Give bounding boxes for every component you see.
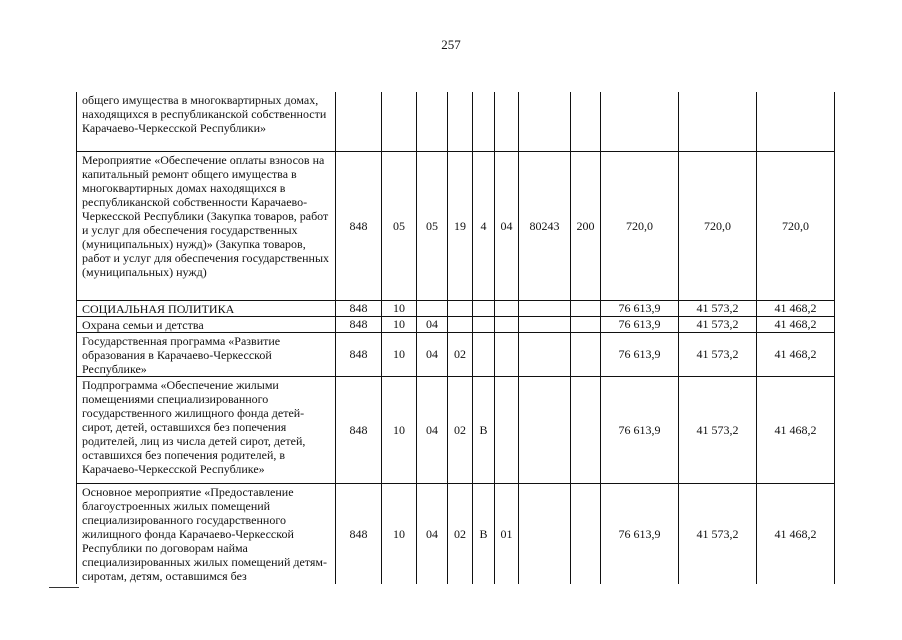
cell-direction bbox=[519, 316, 571, 332]
table-row bbox=[77, 483, 835, 584]
cell-amount-year-2: 41 573,2 bbox=[679, 376, 757, 483]
cell-expense-type bbox=[571, 300, 601, 316]
cell-amount-year-2: 41 573,2 bbox=[679, 483, 757, 584]
cell-amount-year-1: 720,0 bbox=[601, 151, 679, 300]
cell-amount-year-1: 76 613,9 bbox=[601, 316, 679, 332]
cell-program: 19 bbox=[448, 151, 473, 300]
cell-amount-year-2: 720,0 bbox=[679, 151, 757, 300]
cell-amount-year-1: 76 613,9 bbox=[601, 376, 679, 483]
cell-program bbox=[448, 92, 473, 151]
cell-activity bbox=[495, 316, 519, 332]
cell-amount-year-3: 720,0 bbox=[757, 151, 835, 300]
cell-subprogram bbox=[473, 300, 495, 316]
cell-direction bbox=[519, 376, 571, 483]
cell-subprogram: В bbox=[473, 376, 495, 483]
row-description: Государственная программа «Развитие образования в Карачаево-Черкесской Республике» bbox=[77, 332, 336, 376]
table-row bbox=[77, 316, 835, 332]
cell-program: 02 bbox=[448, 483, 473, 584]
cell-ministry-code: 848 bbox=[336, 332, 382, 376]
cell-ministry-code bbox=[336, 92, 382, 151]
cell-amount-year-1 bbox=[601, 92, 679, 151]
cell-section: 10 bbox=[382, 300, 417, 316]
budget-table bbox=[76, 92, 835, 584]
cell-section: 10 bbox=[382, 483, 417, 584]
cell-activity: 04 bbox=[495, 151, 519, 300]
cell-direction bbox=[519, 332, 571, 376]
cell-ministry-code: 848 bbox=[336, 376, 382, 483]
cell-amount-year-2: 41 573,2 bbox=[679, 300, 757, 316]
cell-subsection bbox=[417, 92, 448, 151]
cell-section bbox=[382, 92, 417, 151]
cell-ministry-code: 848 bbox=[336, 300, 382, 316]
row-description: Охрана семьи и детства bbox=[77, 316, 336, 332]
cell-section: 05 bbox=[382, 151, 417, 300]
cell-activity: 01 bbox=[495, 483, 519, 584]
cell-expense-type bbox=[571, 376, 601, 483]
cell-activity bbox=[495, 332, 519, 376]
cell-activity bbox=[495, 92, 519, 151]
table-row bbox=[77, 332, 835, 376]
cell-direction bbox=[519, 92, 571, 151]
cell-program bbox=[448, 316, 473, 332]
cell-subsection bbox=[417, 300, 448, 316]
cell-amount-year-3: 41 468,2 bbox=[757, 483, 835, 584]
cell-subprogram: В bbox=[473, 483, 495, 584]
cell-amount-year-3: 41 468,2 bbox=[757, 376, 835, 483]
cell-amount-year-3: 41 468,2 bbox=[757, 332, 835, 376]
cell-program: 02 bbox=[448, 376, 473, 483]
cell-expense-type bbox=[571, 483, 601, 584]
cell-subprogram bbox=[473, 332, 495, 376]
row-description: Подпрограмма «Обеспечение жилыми помещениями специализированного государственного жилищного фонда детей-сирот, детей, оставшихся без попечения родителей, лиц из числа детей сирот, детей, оставшихся без попечения родителей, в Карачаево-Черкесской Республике» bbox=[77, 376, 336, 483]
cell-expense-type bbox=[571, 316, 601, 332]
cell-amount-year-3: 41 468,2 bbox=[757, 300, 835, 316]
cell-subsection: 04 bbox=[417, 483, 448, 584]
cell-direction bbox=[519, 300, 571, 316]
cell-amount-year-2 bbox=[679, 92, 757, 151]
cell-direction: 80243 bbox=[519, 151, 571, 300]
cell-section: 10 bbox=[382, 376, 417, 483]
cell-ministry-code: 848 bbox=[336, 151, 382, 300]
row-description: Основное мероприятие «Предоставление благоустроенных жилых помещений специализированного государственного жилищного фонда Карачаево-Черкесской Республики по договорам найма специализированных жилых помещений детям-сиротам, детям, оставшимся без bbox=[77, 483, 336, 584]
cell-expense-type bbox=[571, 92, 601, 151]
cell-direction bbox=[519, 483, 571, 584]
cell-activity bbox=[495, 376, 519, 483]
table-row bbox=[77, 300, 835, 316]
cell-amount-year-3: 41 468,2 bbox=[757, 316, 835, 332]
cell-amount-year-2: 41 573,2 bbox=[679, 316, 757, 332]
cell-amount-year-1: 76 613,9 bbox=[601, 332, 679, 376]
cell-amount-year-2: 41 573,2 bbox=[679, 332, 757, 376]
cell-subsection: 04 bbox=[417, 316, 448, 332]
cell-subprogram bbox=[473, 92, 495, 151]
cell-program bbox=[448, 300, 473, 316]
cell-ministry-code: 848 bbox=[336, 316, 382, 332]
row-description: общего имущества в многоквартирных домах, находящихся в республиканской собственности Карачаево-Черкесской Республики» bbox=[77, 92, 336, 151]
cell-amount-year-1: 76 613,9 bbox=[601, 483, 679, 584]
table-row bbox=[77, 151, 835, 300]
table-row bbox=[77, 376, 835, 483]
margin-mark bbox=[49, 575, 79, 588]
cell-subsection: 04 bbox=[417, 332, 448, 376]
cell-expense-type bbox=[571, 332, 601, 376]
cell-amount-year-3 bbox=[757, 92, 835, 151]
cell-section: 10 bbox=[382, 332, 417, 376]
cell-activity bbox=[495, 300, 519, 316]
row-description: Мероприятие «Обеспечение оплаты взносов на капитальный ремонт общего имущества в многоквартирных домах находящихся в республиканской собственности Карачаево-Черкесской Республики (Закупка товаров, работ и услуг для обеспечения государственных (муниципальных) нужд)» (Закупка товаров, работ и услуг для обеспечения государственных (муниципальных) нужд) bbox=[77, 151, 336, 300]
cell-subprogram: 4 bbox=[473, 151, 495, 300]
table-row bbox=[77, 92, 835, 151]
cell-subsection: 05 bbox=[417, 151, 448, 300]
row-description: СОЦИАЛЬНАЯ ПОЛИТИКА bbox=[77, 300, 336, 316]
cell-subsection: 04 bbox=[417, 376, 448, 483]
cell-section: 10 bbox=[382, 316, 417, 332]
cell-amount-year-1: 76 613,9 bbox=[601, 300, 679, 316]
cell-expense-type: 200 bbox=[571, 151, 601, 300]
cell-subprogram bbox=[473, 316, 495, 332]
cell-program: 02 bbox=[448, 332, 473, 376]
page-number: 257 bbox=[441, 37, 461, 52]
cell-ministry-code: 848 bbox=[336, 483, 382, 584]
